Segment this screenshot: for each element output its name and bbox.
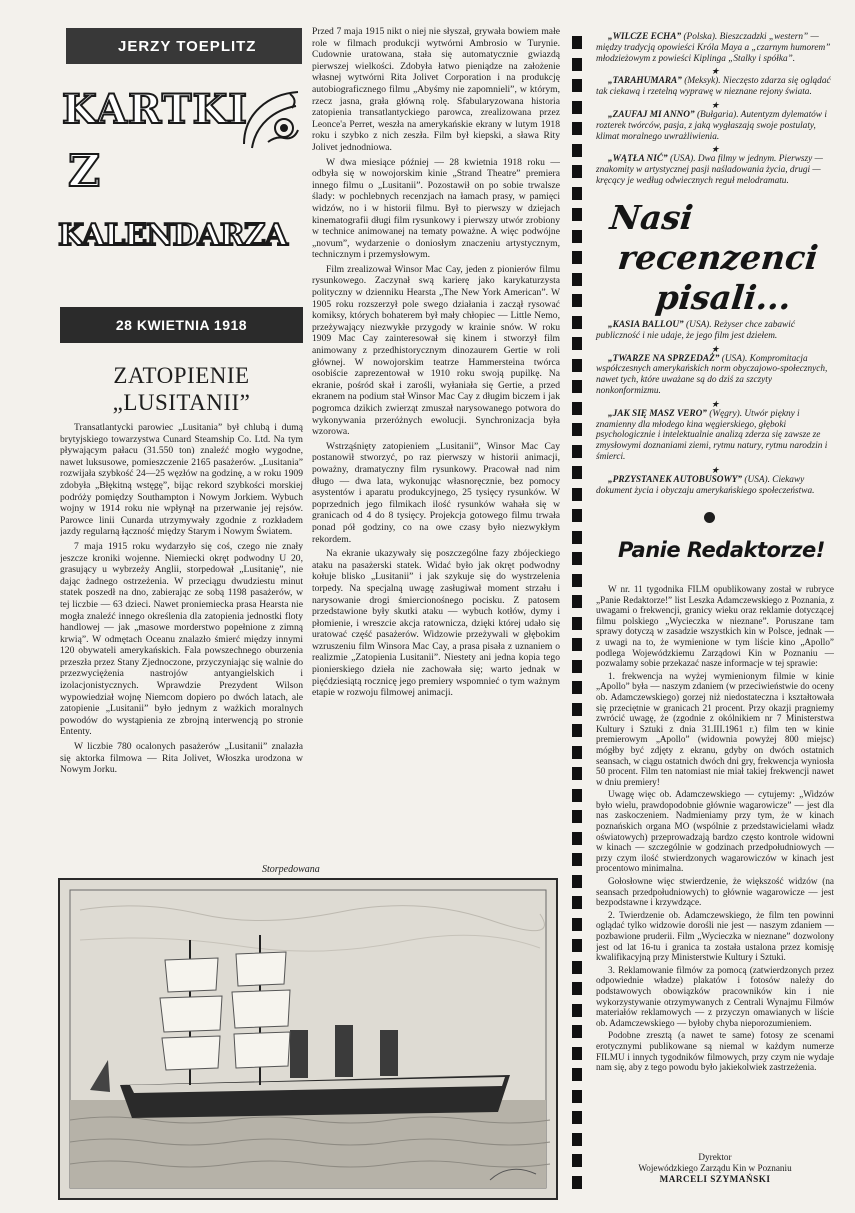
sprocket-hole-icon [572,122,582,135]
masthead-line-2: Z [68,146,102,197]
date-bar [60,307,303,343]
headline-line-1: ZATOPIENIE [113,363,250,388]
sprocket-hole-icon [572,1154,582,1167]
review-text: (Węgry). Utwór piękny i znamienny dla młodego kina węgierskiego, głęboki psychologicznie i intelektualnie analizą zderza się zawsze ze zmysłowymi doznaniami ziemi, rytmu natury, rytmu narodzin i śmierci. [596,408,828,462]
review-text: (USA). Kompromitacja współczesnych amerykańskich norm obyczajowo-społecznych, nawet tych, które uważane są do dziś za szczyty nonkonformizmu. [596,353,828,396]
sprocket-hole-icon [572,187,582,200]
sprocket-hole-icon [572,251,582,264]
review-title: „PRZYSTANEK AUTOBUSOWY” [608,474,743,485]
sprocket-hole-icon [572,1004,582,1017]
author-name: JERZY TOEPLITZ [118,37,257,55]
review-text: (USA). Ciekawy dokument życia i obyczaju amerykańskiego społeczeństwa. [596,474,815,496]
sprocket-hole-icon [572,1111,582,1124]
letter-body [596,584,834,1144]
letter-signature [596,1152,834,1185]
sprocket-hole-icon [572,316,582,329]
sprocket-hole-icon [572,961,582,974]
sprocket-hole-icon [572,165,582,178]
left-paragraph: W liczbie 780 ocalonych pasażerów „Lusitanii” znalazła się aktorka filmowa — Rita Jolivet, Włoszka urodzona w Nowym Jorku. [60,741,303,776]
sprocket-hole-icon [572,488,582,501]
left-article-body [60,422,303,842]
headline-line-2: „LUSITANII” [112,390,251,415]
star-separator-icon: ★ [710,398,720,409]
reviews-top [596,32,834,187]
sprocket-hole-icon [572,359,582,372]
review-text: (Bułgaria). Autentyzm dylematów i rozterek twórców, pasja, z jaką wygłaszają swoje postulaty, klimat moralnego uwrażliwienia. [596,109,827,142]
letters-heading: Panie Redaktorze! [618,538,825,562]
review-item [596,110,834,142]
star-separator-icon: ★ [710,66,720,77]
review-text: (Polska). Bieszczadzki „western” — między tradycją opowieści Króla Maya a „czarnym humorem” młodzieżowym z powieści Kiplinga „Stalky i spółka”. [596,32,831,64]
sprocket-hole-icon [572,918,582,931]
review-title: „JAK SIĘ MASZ VERO” [608,408,707,419]
sprocket-hole-icon [572,767,582,780]
bullet-dot-icon [704,512,715,523]
review-text: (USA). Reżyser chce zabawić publiczność i nie udaje, że jego film jest dziełem. [596,320,795,341]
review-title: „ZAUFAJ MI ANNO” [608,109,695,120]
sprocket-hole-icon [572,230,582,243]
letter-paragraph: W nr. 11 tygodnika FILM opublikowany został w rubryce „Panie Redaktorze!” list Leszka Adamczewskiego z Poznania, z uwagami o frekwencji, granicy wieku oraz reklamie dotyczącej filmu polskiego „Wycieczka w nieznane”. Poruszane tam sprawy dotyczą w zasadzie wszystkich kin w Polsce, jednak — z uwagi na to, że wymienione w tym liście kino „Apollo” podlega Wojewódzkiemu Zarządowi Kin w Poznaniu — pozwalamy sobie przekazać nasze informacje w tej sprawie: [596,584,834,669]
masthead-line-3: KALENDARZA [58,218,287,253]
review-item [596,354,834,397]
letter-paragraph: Podobne zresztą (a nawet te same) fotosy ze scenami erotycznymi publikowane są niemal w każdym numerze FILMU i innych tygodników filmowych, przy czym nie wydaje nam się, aby z tego powodu było jakiekolwiek zastrzeżenia. [596,1030,834,1073]
mid-paragraph: Wstrząśnięty zatopieniem „Lusitanii”, Winsor Mac Cay postanowił stworzyć, po raz pierwszy w historii animacji, poważny, dramatyczny film rysunkowy. Pracował nad nim długo — dwa lata, wykonując własnoręcznie, bez pomocy asystentów i aparatu produkcyjnego, 25 tysięcy rysunków. W poprzednich jego filmikach ilość rysunków wahała się w granicach od 4 do 8 tysięcy. Projekcja gotowego filmu trwała ponad pół godziny, co na owe czasy było niezwykłym rekordem. [312,440,560,545]
star-separator-icon: ★ [710,99,720,110]
review-item [596,409,834,463]
letter-paragraph: 3. Reklamowanie filmów za pomocą (zatwierdzonych przez odpowiednie władze) plakatów i fotosów należy do podstawowych obowiązków pracowników kin i nie wykorzystywanie otrzymywanych z Centrali Wynajmu Filmów materiałów reklamowych — z przyczyn omawianych w liście ob. Adamczewskiego — byłoby chyba nieporozumieniem. [596,964,834,1028]
sprocket-hole-icon [572,574,582,587]
reviews-bottom [596,320,834,496]
review-item [596,32,834,64]
sprocket-hole-icon [572,208,582,221]
sprocket-hole-icon [572,595,582,608]
sprocket-hole-icon [572,617,582,630]
sprocket-hole-icon [572,982,582,995]
sprocket-hole-icon [572,1176,582,1189]
review-item [596,475,834,497]
mid-paragraph: Na ekranie ukazywały się poszczególne fazy zbójeckiego ataku na pasażerski statek. Widać było jak okręt podwodny kołuje blisko „Lusitanii” i jak szykuje się do wystrzelenia torpedy. Na specjalną uwagę zasługiwał moment strzału i narysowanie drogi śmiercionośnego pocisku. Z patosem przedstawione były skutki ataku — wybuch kotłów, dymy i płomienie, i wreszcie akcja ratownicza, dzięki której udało się uratować część pasażerów. Widzowie przeżywali w głębokim wzruszeniu film Winsora Mac Cay, a prasa pisała z uznaniem o realizmie „Zatopienia Lusitanii”. Niestety ani jedna kopia tego pionierskiego dzieła nie zachowała się; warto jednak w pięćdziesiątą rocznicę jego premiery wspomnieć o tym ważnym etapie w rozwoju filmowej animacji. [312,548,560,699]
review-title: „WĄTŁA NIĆ” [608,154,668,165]
star-separator-icon: ★ [710,343,720,354]
article-headline [60,362,303,416]
reviewers-heading-line: recenzenci [616,238,820,277]
sprocket-hole-icon [572,36,582,49]
left-paragraph: 7 maja 1915 roku wydarzyło się coś, czego nie znały jeszcze kroniki wojenne. Niemiecki okręt podwodny U 20, grasujący u wybrzeży Anglii, storpedował „Lusitanię”, nie dając żadnego ostrzeżenia. W przeciągu dwudziestu minut statek poszedł na dno, zabierając ze sobą 1198 pasażerów, w tej liczbie — 63 dzieci. Nawet proniemiecka prasa Hearsta nie mogła znaleźć innego określenia dla zatopienia jednostki floty handlowej — jak „masowe morderstwo popełnione z zimną krwią”. W odmętach Oceanu znalazło śmierć między innymi 120 obywateli amerykańskich. Fala powszechnego oburzenia przeszła przez Stany Zjednoczone, przyczyniając się walnie do przezwyciężenia nastrojów antyangielskich i izolacjonistycznych. Wprawdzie Prezydent Wilson wypowiedział wojnę Niemcom dopiero po dwóch latach, ale zatopienie „Lusitanii” było jednym z ważkich moralnych powodów do wystąpienia ze zbrojną interwencją po stronie Ententy. [60,540,303,738]
review-title: „KASIA BALLOU” [608,320,684,330]
film-strip-border [568,30,586,1205]
date-text: 28 KWIETNIA 1918 [115,317,248,333]
review-title: „WILCZE ECHA” [608,32,682,42]
ship-illustration [58,878,558,1200]
photo-caption: Storpedowana [262,864,320,875]
sprocket-hole-icon [572,853,582,866]
letter-paragraph: Uwagę więc ob. Adamczewskiego — cytujemy: „Widzów było wielu, prawdopodobnie głównie wagarowicze” — jest dla nas zaskoczeniem. Nadmieniamy przy tym, że w kinach poznańskich organa MO (wspólnie z przedstawicielami władz oświatowych) przeprowadzają bardzo często kontrole widowni w kinach — szczególnie w godzinach przedpołudniowych — przy czym ilość stwierdzonych wagarowiczów w kinach jest procentowo minimalna. [596,789,834,874]
middle-article-body [312,26,560,856]
star-separator-icon: ★ [710,464,720,475]
mid-paragraph: Film zrealizował Winsor Mac Cay, jeden z pionierów filmu rysunkowego. Zaczynał swą karierę jako karykaturzysta polityczny w dzienniku Hearsta „The New York American”. W 1905 roku rozszerzył pole swego działania i zaczął rysować komiksy, których bohaterem był mały chłopiec — Little Nemo, przeżywający niezwykłe przygody w krainie snów. W roku 1909 Mac Cay zainteresował się kinem i stworzył film animowany z przedhistorycznym dinozaurem Gertie w roli głównej. W nowojorskim teatrze Hammersteina twórca osobiście zaprezentował w 1910 roku swoją pupilkę. Na ekranie, pośród skał i zarośli, wyłaniała się Gertie, a przed ekranem na podium stał Winsor Mac Cay z długim biczem i jak pogromca dzikich zwierząt zmuszał narysowanego potwora do wykonywania przeróżnych ewolucji. Synchronizacja była wzorowa. [312,263,560,438]
letter-paragraph: 2. Twierdzenie ob. Adamczewskiego, że film ten powinni oglądać tylko widzowie dorośli nie jest — naszym zdaniem — pozbawione pruderii. Film „Wycieczka w nieznane” dozwolony jest od lat 16-tu i granica ta została ustalona przez komisję kwalifikacyjną przy Ministerstwie Kultury i Sztuki. [596,909,834,963]
sprocket-hole-icon [572,724,582,737]
letter-paragraph: 1. frekwencja na wyżej wymienionym filmie w kinie „Apollo” była — naszym zdaniem (w przeciwieństwie do oceny ob. Adamczewskiego) gorzej niż niedostateczna i kształtowała się przeciętnie w granicach 21 procent. Przy okazji pragniemy zwrócić uwagę, że (zgodnie z okólnikiem nr 7 Ministerstwa Kultury i Sztuki z dnia 31.III.1961 r.) film ten w kinie premierowym „Apollo” (widownia powyżej 800 miejsc) mógłby być zdjęty z ekranu, gdyby on dwóch ostatnich seansach, w ciągu ostatnich dwóch dni gry, frekwencja wyniosła 50 procent. Film ten natomiast nie miał takiej frekwencji nawet w dniu premiery! [596,670,834,787]
review-title: „TARAHUMARA” [608,76,682,87]
review-title: „TWARZE NA SPRZEDAŻ” [608,353,720,364]
sprocket-hole-icon [572,445,582,458]
ship-drawing [60,880,556,1198]
sprocket-hole-icon [572,1133,582,1146]
mid-paragraph: W dwa miesiące później — 28 kwietnia 1918 roku — odbyła się w nowojorskim kinie „Strand Theatre” premiera innego filmu o „Lusitanii”. Pozostawił on po sobie trwalsze ślady: w pochlebnych recenzjach na łamach prasy, w pamięci widzów, no i w historii filmu. Był to pierwszy w dziejach kinematografii długi film rysunkowy i pierwszy utwór zrobiony w technice animowanej na tematy poważne. A więc podwójne „novum”, wydarzenie o doniosłym znaczeniu artystycznym, technicznym i przemysłowym. [312,156,560,261]
sprocket-hole-icon [572,660,582,673]
star-separator-icon: ★ [710,144,720,155]
left-paragraph: Transatlantycki parowiec „Lusitania” był chlubą i dumą brytyjskiego towarzystwa Cunard Steamship Co. Ltd. Na tym pływającym pałacu (31.550 ton) znaleźć mogło wygodne, nawet luksusowe, pomieszczenie 2165 pasażerów. „Lusitania” rozwijała szybkość 24—25 węzłów na godzinę, a w roku 1909 zdobyła „Błękitną wstęgę”, bijąc rekord szybkości morskiej podróży pomiędzy Southampton i Nowym Jorkiem. Wybuch wojny w 1914 roku nie wpłynął na przerwanie jej rejsów. Parowce linii Cunarda utrzymywały zgodnie z rozkładem jazdy regularną łączność między Starym i Nowym Światem. [60,422,303,538]
sprocket-hole-icon [572,294,582,307]
sprocket-hole-icon [572,58,582,71]
sprocket-hole-icon [572,402,582,415]
author-bar [66,28,302,64]
sprocket-hole-icon [572,703,582,716]
sprocket-hole-icon [572,1090,582,1103]
signature-name: MARCELI SZYMAŃSKI [659,1174,771,1184]
review-item [596,76,834,98]
sprocket-hole-icon [572,1025,582,1038]
sprocket-hole-icon [572,509,582,522]
masthead-title [58,80,308,292]
signature-org: Wojewódzkiego Zarządu Kin w Poznaniu [638,1163,792,1173]
sprocket-hole-icon [572,746,582,759]
sprocket-hole-icon [572,101,582,114]
review-text: (Meksyk). Nieczęsto zdarza się oglądać tak ciekawą i rzetelną wyprawę w nieznane rejony świata. [596,76,831,98]
sprocket-hole-icon [572,681,582,694]
sprocket-hole-icon [572,337,582,350]
review-item [596,320,834,342]
review-text: (USA). Dwa filmy w jednym. Pierwszy — znakomity w artystycznej pasji naśladowania życia, drugi — kręcący je według odwiecznych reguł melodramatu. [596,154,823,186]
review-item [596,154,834,186]
sprocket-hole-icon [572,144,582,157]
sprocket-hole-icon [572,789,582,802]
sprocket-hole-icon [572,875,582,888]
mid-paragraph: Przed 7 maja 1915 nikt o niej nie słyszał, grywała bowiem małe role w filmach produkcji wytwórni Ambrosio w Turynie. Cudownie uratowana, stała się automatycznie gwiazdą pierwszej wielkości. Zdobyła łatwo pieniądze na założenie własnej wytwórni Rita Jolivet Corporation i na produkcję autobiograficznego filmu „Abyśmy nie zapomnieli”, w którym, rzecz jasna, grała główną rolę. Sfabularyzowana historia zatopienia transatlantyckiego parowca, zrealizowana przez Leonce'a Perret, weszła na amerykańskie ekrany w lutym 1918 roku i szybko z nich zeszła. Film był kiepski, a sława Rity Jolivet jednodniowa. [312,26,560,153]
masthead-line-1: KARTKI [62,86,248,133]
sprocket-hole-icon [572,552,582,565]
sprocket-hole-icon [572,1047,582,1060]
sprocket-hole-icon [572,638,582,651]
sprocket-hole-icon [572,531,582,544]
sprocket-hole-icon [572,273,582,286]
sprocket-hole-icon [572,939,582,952]
sprocket-hole-icon [572,810,582,823]
sprocket-hole-icon [572,896,582,909]
sprocket-hole-icon [572,380,582,393]
sprocket-hole-icon [572,832,582,845]
sprocket-hole-icon [572,79,582,92]
reviewers-heading-line: pisali... [653,278,794,317]
signature-title: Dyrektor [698,1152,732,1162]
sprocket-hole-icon [572,423,582,436]
letter-paragraph: Gołosłowne więc stwierdzenie, że większość widzów (na seansach przedpołudniowych) to głównie wagarowicze — jest bezpodstawne i krzywdzące. [596,876,834,908]
sprocket-hole-icon [572,466,582,479]
reviewers-heading-line: Nasi [608,198,695,237]
reviewers-heading [598,198,824,318]
sprocket-hole-icon [572,1068,582,1081]
